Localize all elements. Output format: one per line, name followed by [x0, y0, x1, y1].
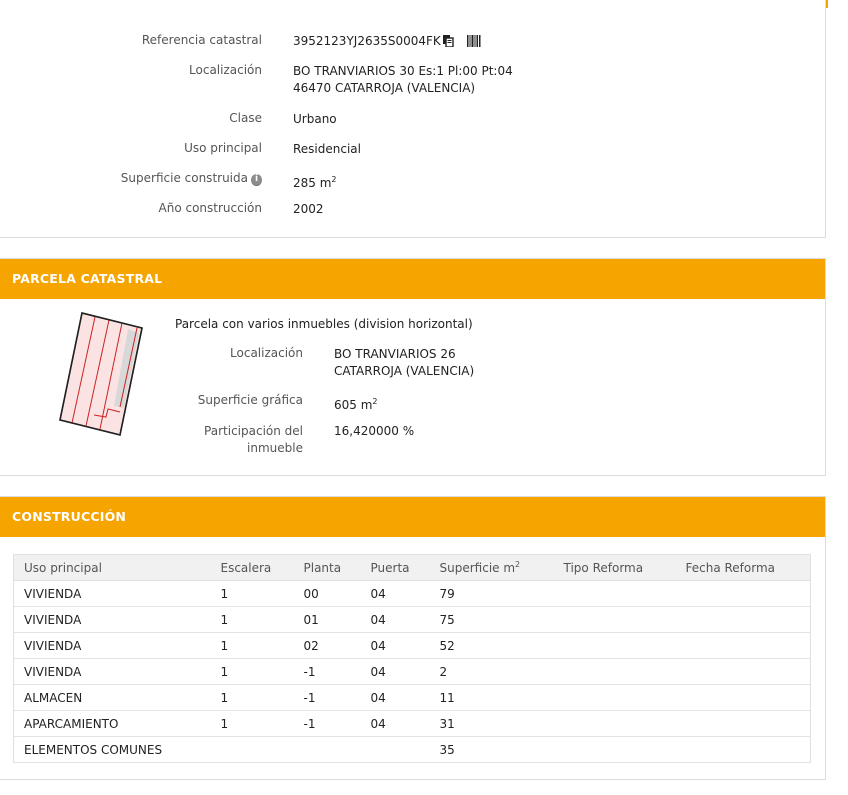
parcel-map-thumbnail[interactable] [58, 311, 146, 436]
superficie-exp: 2 [331, 175, 337, 184]
parcel-sup-exp: 2 [372, 397, 378, 406]
cell-superficie: 31 [430, 711, 554, 737]
ref-value [293, 33, 481, 50]
construction-panel-title: CONSTRUCCIÓN [0, 497, 825, 537]
construction-table [13, 554, 811, 763]
parcel-sup-number: 605 m [334, 398, 373, 412]
table-row [14, 659, 811, 685]
cell-planta: 00 [294, 581, 361, 607]
col-fecha-reforma: Fecha Reforma [676, 555, 811, 581]
parcel-sup-value [334, 393, 378, 414]
superficie-value [293, 171, 337, 192]
cell-planta: 01 [294, 607, 361, 633]
clase-label: Clase [229, 111, 262, 125]
cell-fecha-reforma [676, 633, 811, 659]
parcel-part-label-1: Participación del [204, 424, 303, 438]
parcel-loc-value [334, 346, 474, 380]
cell-tipo-reforma [554, 711, 676, 737]
table-row [14, 737, 811, 763]
cell-puerta: 04 [361, 711, 430, 737]
cell-puerta [361, 737, 430, 763]
cell-tipo-reforma [554, 581, 676, 607]
cell-uso: VIVIENDA [14, 659, 211, 685]
cell-superficie: 79 [430, 581, 554, 607]
cell-tipo-reforma [554, 633, 676, 659]
uso-label: Uso principal [184, 141, 262, 155]
cell-tipo-reforma [554, 685, 676, 711]
localizacion-line2: 46470 CATARROJA (VALENCIA) [293, 81, 476, 95]
copy-document-icon[interactable] [443, 35, 453, 47]
cell-planta: -1 [294, 659, 361, 685]
cell-tipo-reforma [554, 659, 676, 685]
info-icon[interactable]: i [251, 174, 262, 186]
superficie-label-text: Superficie construida [120, 171, 248, 185]
cell-escalera: 1 [211, 659, 294, 685]
barcode-icon[interactable] [467, 35, 481, 47]
cell-escalera: 1 [211, 607, 294, 633]
parcel-part-label [204, 423, 303, 457]
uso-value: Residencial [293, 142, 361, 156]
parcel-panel [0, 258, 826, 476]
cell-puerta: 04 [361, 685, 430, 711]
parcel-loc-line1: BO TRANVIARIOS 26 [334, 347, 456, 361]
table-row [14, 711, 811, 737]
cell-puerta: 04 [361, 659, 430, 685]
cell-escalera: 1 [211, 685, 294, 711]
cell-uso: VIVIENDA [14, 607, 211, 633]
parcel-loc-label: Localización [230, 346, 303, 360]
cell-uso: ALMACEN [14, 685, 211, 711]
parcel-panel-title: PARCELA CATASTRAL [0, 259, 825, 299]
cell-fecha-reforma [676, 659, 811, 685]
clase-value: Urbano [293, 112, 337, 126]
cell-uso: VIVIENDA [14, 581, 211, 607]
cell-escalera: 1 [211, 581, 294, 607]
anio-value: 2002 [293, 202, 324, 216]
cell-escalera: 1 [211, 711, 294, 737]
cell-uso: ELEMENTOS COMUNES [14, 737, 211, 763]
table-row [14, 633, 811, 659]
cell-superficie: 11 [430, 685, 554, 711]
cell-superficie: 52 [430, 633, 554, 659]
parcel-sup-label: Superficie gráfica [197, 393, 303, 407]
superficie-number: 285 m [293, 176, 332, 190]
cell-planta: -1 [294, 685, 361, 711]
table-header-row [14, 555, 811, 581]
cell-fecha-reforma [676, 737, 811, 763]
parcel-part-value: 16,420000 % [334, 424, 415, 438]
ref-label: Referencia catastral [141, 33, 262, 47]
cell-fecha-reforma [676, 607, 811, 633]
cell-puerta: 04 [361, 633, 430, 659]
cell-escalera: 1 [211, 633, 294, 659]
col-planta: Planta [294, 555, 361, 581]
cell-fecha-reforma [676, 581, 811, 607]
cell-tipo-reforma [554, 607, 676, 633]
cell-uso: VIVIENDA [14, 633, 211, 659]
parcel-description: Parcela con varios inmuebles (division horizontal) [175, 317, 473, 331]
cell-superficie: 75 [430, 607, 554, 633]
table-row [14, 685, 811, 711]
cell-fecha-reforma [676, 711, 811, 737]
parcel-loc-line2: CATARROJA (VALENCIA) [334, 364, 475, 378]
cell-puerta: 04 [361, 581, 430, 607]
cell-planta [294, 737, 361, 763]
cell-escalera [211, 737, 294, 763]
cell-planta: -1 [294, 711, 361, 737]
col-uso: Uso principal [14, 555, 211, 581]
cell-tipo-reforma [554, 737, 676, 763]
cell-uso: APARCAMIENTO [14, 711, 211, 737]
ref-code: 3952123YJ2635S0004FK [293, 34, 441, 48]
cell-superficie: 2 [430, 659, 554, 685]
cell-puerta: 04 [361, 607, 430, 633]
parcel-part-label-2: inmueble [247, 441, 303, 455]
cell-planta: 02 [294, 633, 361, 659]
table-row [14, 581, 811, 607]
col-escalera: Escalera [211, 555, 294, 581]
property-data-panel [0, 0, 826, 238]
localizacion-value [293, 63, 513, 97]
anio-label: Año construcción [158, 201, 262, 215]
col-tipo-reforma: Tipo Reforma [554, 555, 676, 581]
superficie-label [121, 171, 262, 186]
col-superficie-text: Superficie m [439, 561, 516, 575]
localizacion-line1: BO TRANVIARIOS 30 Es:1 Pl:00 Pt:04 [293, 64, 513, 78]
localizacion-label: Localización [189, 63, 262, 77]
col-superficie-exp: 2 [515, 560, 521, 569]
cell-fecha-reforma [676, 685, 811, 711]
cell-superficie: 35 [430, 737, 554, 763]
col-superficie [430, 555, 554, 581]
construction-table-body [14, 581, 811, 763]
col-puerta: Puerta [361, 555, 430, 581]
table-row [14, 607, 811, 633]
